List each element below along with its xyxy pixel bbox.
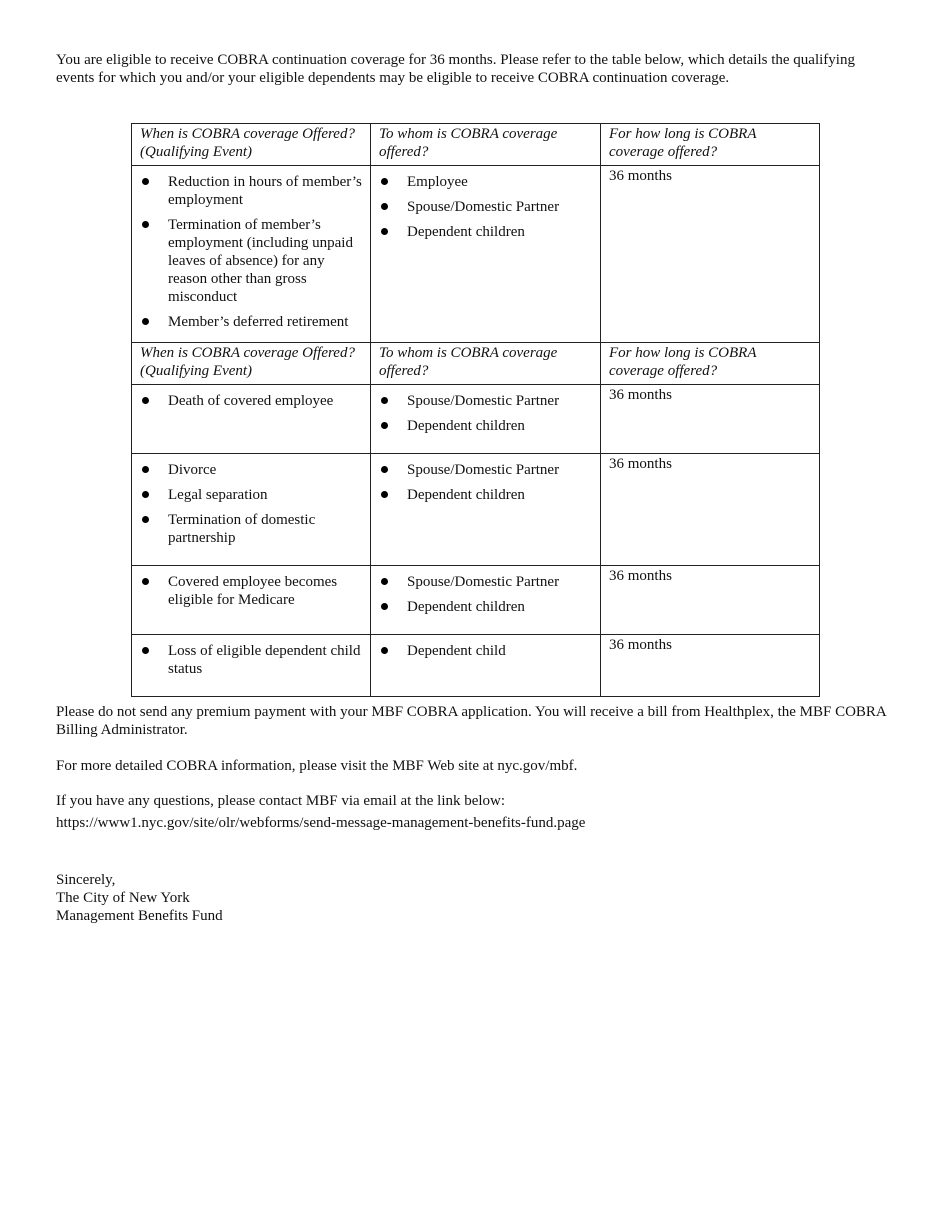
bullet-icon [381, 178, 388, 185]
list-item: Employee [379, 173, 592, 191]
signature-line-2: Management Benefits Fund [56, 908, 223, 924]
signature-line-1: The City of New York [56, 890, 190, 906]
list-item: Loss of eligible dependent child status [140, 642, 362, 678]
bullet-icon [381, 578, 388, 585]
list-item: Termination of domestic partnership [140, 511, 362, 547]
bullet-icon [381, 491, 388, 498]
list-item: Spouse/Domestic Partner [379, 461, 592, 479]
bullet-icon [142, 647, 149, 654]
contact-paragraph: If you have any questions, please contact MBF via email at the link below: [56, 793, 506, 809]
duration-cell: 36 months [601, 454, 820, 566]
list-item: Spouse/Domestic Partner [379, 392, 592, 410]
signature-closing: Sincerely, [56, 872, 116, 888]
table-header-row [132, 124, 820, 166]
table-row [132, 385, 820, 454]
list-item: Covered employee becomes eligible for Medicare [140, 573, 362, 609]
signature-block [56, 871, 223, 925]
header-duration: For how long is COBRA coverage offered? [601, 124, 820, 166]
events-cell [132, 635, 371, 697]
bullet-icon [381, 647, 388, 654]
duration-cell: 36 months [601, 385, 820, 454]
bullet-icon [142, 397, 149, 404]
list-item: Member’s deferred retirement [140, 313, 362, 331]
header-qualifying-event: When is COBRA coverage Offered? (Qualifying Event) [132, 124, 371, 166]
table-row [132, 454, 820, 566]
header-duration: For how long is COBRA coverage offered? [601, 343, 820, 385]
table-row [132, 166, 820, 343]
whom-cell [371, 635, 601, 697]
events-cell [132, 566, 371, 635]
list-item: Divorce [140, 461, 362, 479]
header-whom: To whom is COBRA coverage offered? [371, 124, 601, 166]
bullet-icon [381, 466, 388, 473]
list-item: Dependent children [379, 417, 592, 435]
cobra-coverage-table [131, 123, 820, 697]
list-item: Dependent children [379, 598, 592, 616]
bullet-icon [381, 203, 388, 210]
header-qualifying-event: When is COBRA coverage Offered? (Qualifying Event) [132, 343, 371, 385]
list-item: Termination of member’s employment (including unpaid leaves of absence) for any reason other than gross misconduct [140, 216, 362, 306]
whom-cell [371, 385, 601, 454]
list-item: Spouse/Domestic Partner [379, 573, 592, 591]
header-whom: To whom is COBRA coverage offered? [371, 343, 601, 385]
events-cell [132, 166, 371, 343]
whom-cell [371, 454, 601, 566]
bullet-icon [381, 422, 388, 429]
duration-cell: 36 months [601, 166, 820, 343]
bullet-icon [381, 228, 388, 235]
list-item: Legal separation [140, 486, 362, 504]
bullet-icon [142, 178, 149, 185]
list-item: Spouse/Domestic Partner [379, 198, 592, 216]
table-row [132, 635, 820, 697]
duration-cell: 36 months [601, 566, 820, 635]
duration-cell: 36 months [601, 635, 820, 697]
whom-cell [371, 166, 601, 343]
bullet-icon [142, 578, 149, 585]
more-info-paragraph: For more detailed COBRA information, please visit the MBF Web site at nyc.gov/mbf. [56, 758, 578, 774]
list-item: Death of covered employee [140, 392, 362, 410]
table-row [132, 566, 820, 635]
list-item: Dependent children [379, 486, 592, 504]
bullet-icon [142, 491, 149, 498]
contact-url-link[interactable]: https://www1.nyc.gov/site/olr/webforms/send-message-management-benefits-fund.page [56, 815, 586, 831]
events-cell [132, 385, 371, 454]
table-header-row [132, 343, 820, 385]
whom-cell [371, 566, 601, 635]
list-item: Reduction in hours of member’s employment [140, 173, 362, 209]
bullet-icon [381, 603, 388, 610]
payment-note: Please do not send any premium payment with your MBF COBRA application. You will receive a bill from Healthplex, the MBF COBRA Billing Administrator. [56, 704, 886, 738]
bullet-icon [381, 397, 388, 404]
events-cell [132, 454, 371, 566]
list-item: Dependent children [379, 223, 592, 241]
bullet-icon [142, 318, 149, 325]
intro-paragraph: You are eligible to receive COBRA continuation coverage for 36 months. Please refer to the table below, which details the qualifying events for which you and/or your eligible dependents may be eligible to receive COBRA continuation coverage. [56, 52, 855, 86]
bullet-icon [142, 466, 149, 473]
bullet-icon [142, 221, 149, 228]
list-item: Dependent child [379, 642, 592, 660]
bullet-icon [142, 516, 149, 523]
